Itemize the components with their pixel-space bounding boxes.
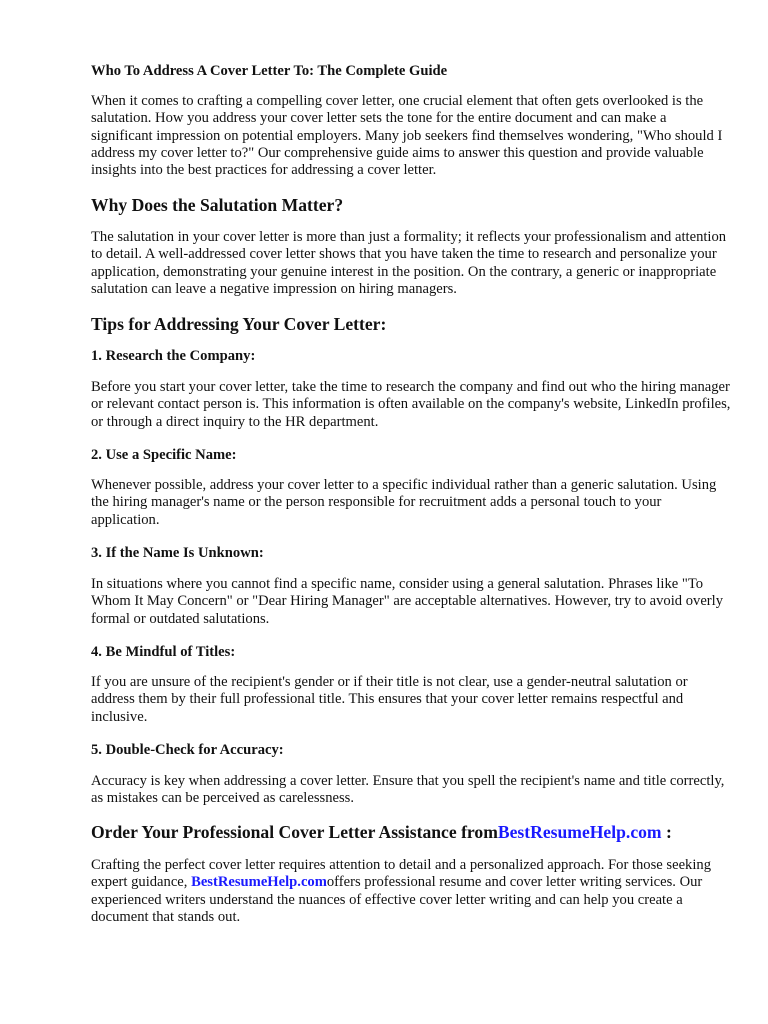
order-text-after: offers professional resume and cover letter writing services. Our experienced writers understand the nuances of effective cover letter writing and can help you create a document that stands out.: [91, 874, 703, 925]
tip-1-paragraph: Before you start your cover letter, take the time to research the company and find out who the hiring manager or relevant contact person is. This information is often available on the company's website, LinkedIn profiles, or through a direct inquiry to the HR department.: [91, 379, 731, 430]
order-paragraph: [91, 857, 731, 926]
document-title: Who To Address A Cover Letter To: The Complete Guide: [91, 63, 448, 79]
tip-4-paragraph: If you are unsure of the recipient's gender or if their title is not clear, use a gender-neutral salutation or address them by their full professional title. This ensures that your cover letter remains respectful and inclusive.: [91, 674, 688, 725]
order-heading-link[interactable]: BestResumeHelp.com: [497, 822, 662, 842]
tip-1-heading: 1. Research the Company:: [91, 348, 256, 364]
order-heading-text: Order Your Professional Cover Letter Assistance from: [91, 822, 498, 842]
order-inline-link[interactable]: BestResumeHelp.com: [191, 874, 327, 891]
tip-5-heading: 5. Double-Check for Accuracy:: [91, 742, 284, 758]
tips-heading: Tips for Addressing Your Cover Letter:: [91, 314, 387, 334]
salutation-paragraph: The salutation in your cover letter is more than just a formality; it reflects your professionalism and attention to detail. A well-addressed cover letter shows that you have taken the time to research and personalize your application, demonstrating your genuine interest in the position. On the contrary, a generic or inappropriate salutation can leave a negative impression on hiring managers.: [91, 229, 727, 297]
order-heading: [91, 821, 672, 843]
tip-3-paragraph: In situations where you cannot find a specific name, consider using a general salutation. Phrases like "To Whom It May Concern" or "Dear Hiring Manager" are acceptable alternatives. However, try to avoid overly formal or outdated salutations.: [91, 576, 724, 627]
order-text-before: Crafting the perfect cover letter requires attention to detail and a personalized approach. For those seeking expert guidance,: [91, 857, 711, 891]
tip-5-paragraph: Accuracy is key when addressing a cover letter. Ensure that you spell the recipient's name and title correctly, as mistakes can be perceived as carelessness.: [91, 773, 725, 807]
tip-2-paragraph: Whenever possible, address your cover letter to a specific individual rather than a generic salutation. Using the hiring manager's name or the person responsible for recruitment adds a personal touch to your application.: [91, 477, 717, 528]
intro-paragraph: When it comes to crafting a compelling cover letter, one crucial element that often gets overlooked is the salutation. How you address your cover letter sets the tone for the entire document and can make a significant impression on potential employers. Many job seekers find themselves wondering, "Who should I address my cover letter to?" Our comprehensive guide aims to answer this question and provide valuable insights into the best practices for addressing a cover letter.: [91, 93, 723, 179]
tip-4-heading: 4. Be Mindful of Titles:: [91, 644, 236, 660]
tip-2-heading: 2. Use a Specific Name:: [91, 447, 237, 463]
salutation-heading: Why Does the Salutation Matter?: [91, 195, 344, 215]
order-heading-suffix: :: [661, 822, 672, 842]
tip-3-heading: 3. If the Name Is Unknown:: [91, 545, 264, 561]
